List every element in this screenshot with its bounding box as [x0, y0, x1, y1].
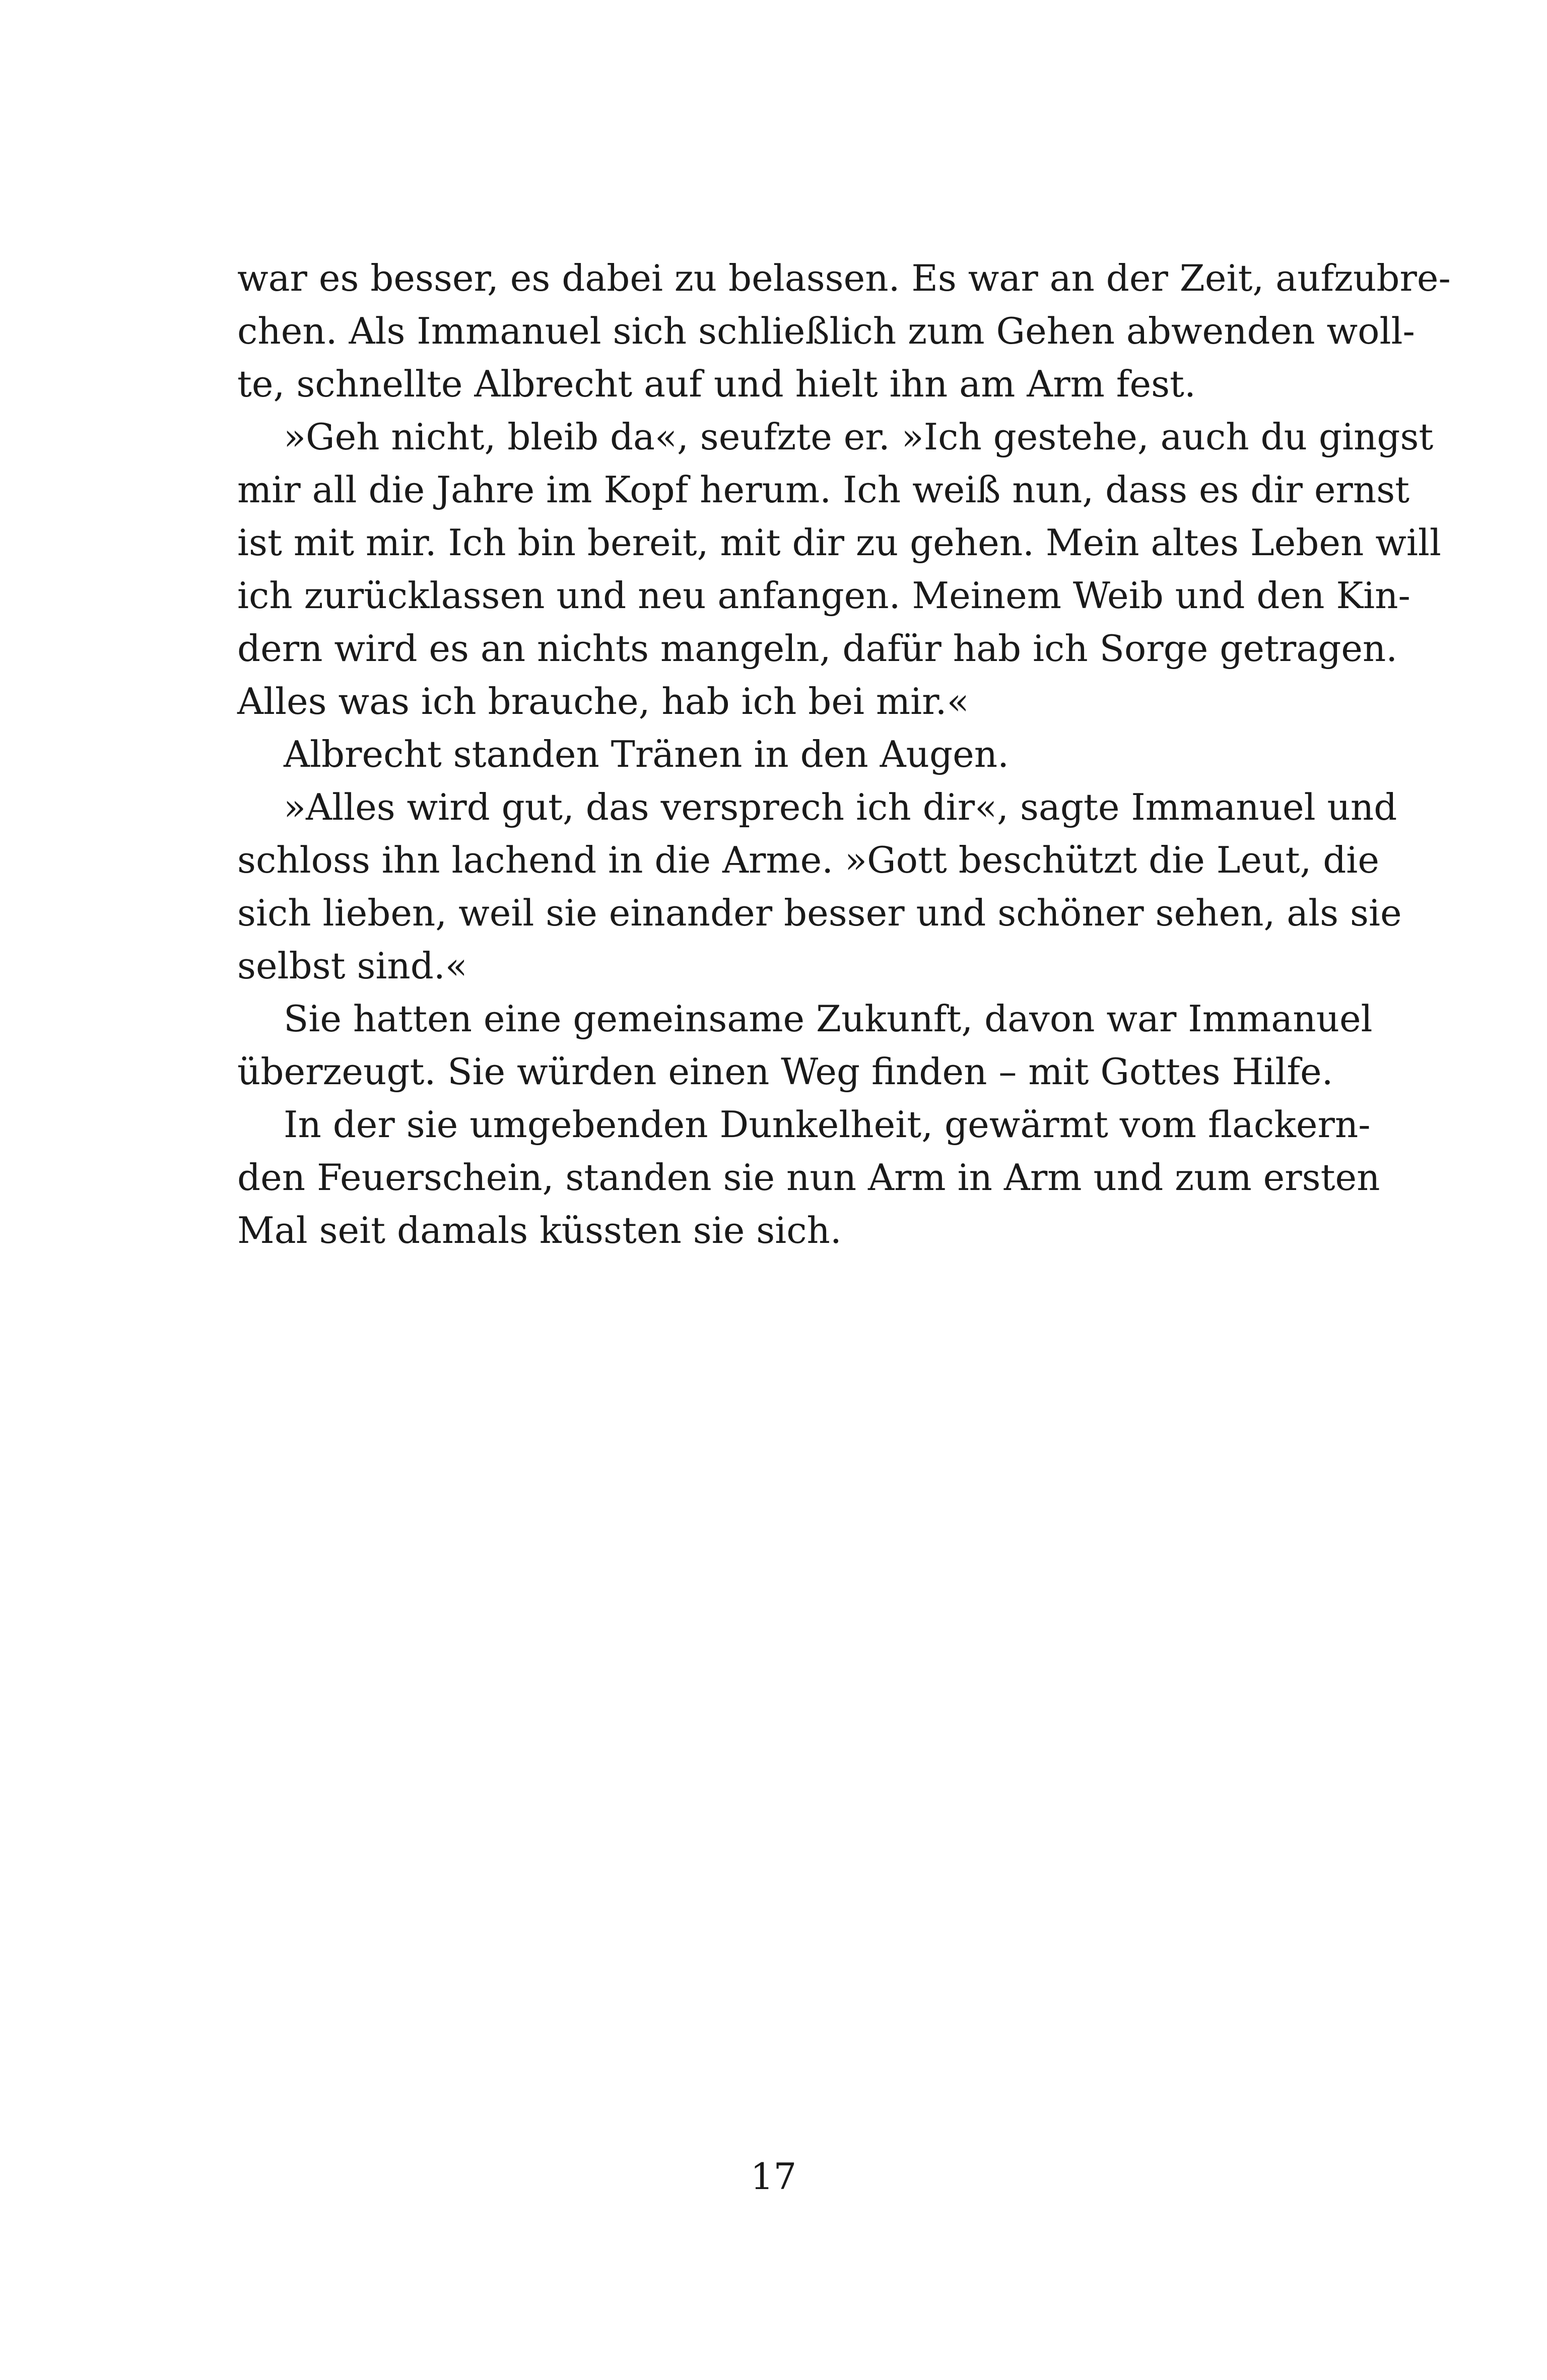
text-line: dern wird es an nichts mangeln, dafür hab ich Sorge getragen. [237, 627, 1398, 670]
text-line: In der sie umgebenden Dunkelheit, gewärmt vom flackern- [284, 1103, 1371, 1146]
text-line: Alles was ich brauche, hab ich bei mir.« [237, 680, 969, 722]
text-line: »Geh nicht, bleib da«, seufzte er. »Ich gestehe, auch du gingst [284, 416, 1434, 458]
text-line: selbst sind.« [237, 945, 467, 987]
text-line: sich lieben, weil sie einander besser und schöner sehen, als sie [237, 892, 1402, 934]
text-line: Albrecht standen Tränen in den Augen. [284, 733, 1009, 775]
page-number: 17 [750, 2155, 797, 2198]
text-line: Sie hatten eine gemeinsame Zukunft, davon war Immanuel [284, 998, 1373, 1040]
body-text [237, 252, 1451, 1257]
text-line: »Alles wird gut, das versprech ich dir«, sagte Immanuel und [284, 786, 1397, 828]
text-line: den Feuerschein, standen sie nun Arm in Arm und zum ersten [237, 1156, 1380, 1199]
text-line: Mal seit damals küssten sie sich. [237, 1209, 842, 1251]
text-line: ist mit mir. Ich bin bereit, mit dir zu gehen. Mein altes Leben will [237, 521, 1441, 564]
text-line: war es besser, es dabei zu belassen. Es war an der Zeit, aufzubre- [237, 257, 1451, 299]
text-line: mir all die Jahre im Kopf herum. Ich weiß nun, dass es dir ernst [237, 469, 1410, 511]
text-line: te, schnellte Albrecht auf und hielt ihn am Arm fest. [237, 363, 1196, 405]
text-line: überzeugt. Sie würden einen Weg finden – mit Gottes Hilfe. [237, 1050, 1333, 1093]
text-line: chen. Als Immanuel sich schließlich zum Gehen abwenden woll- [237, 310, 1415, 352]
text-line: ich zurücklassen und neu anfangen. Meinem Weib und den Kin- [237, 574, 1410, 617]
text-line: schloss ihn lachend in die Arme. »Gott beschützt die Leut, die [237, 839, 1379, 881]
